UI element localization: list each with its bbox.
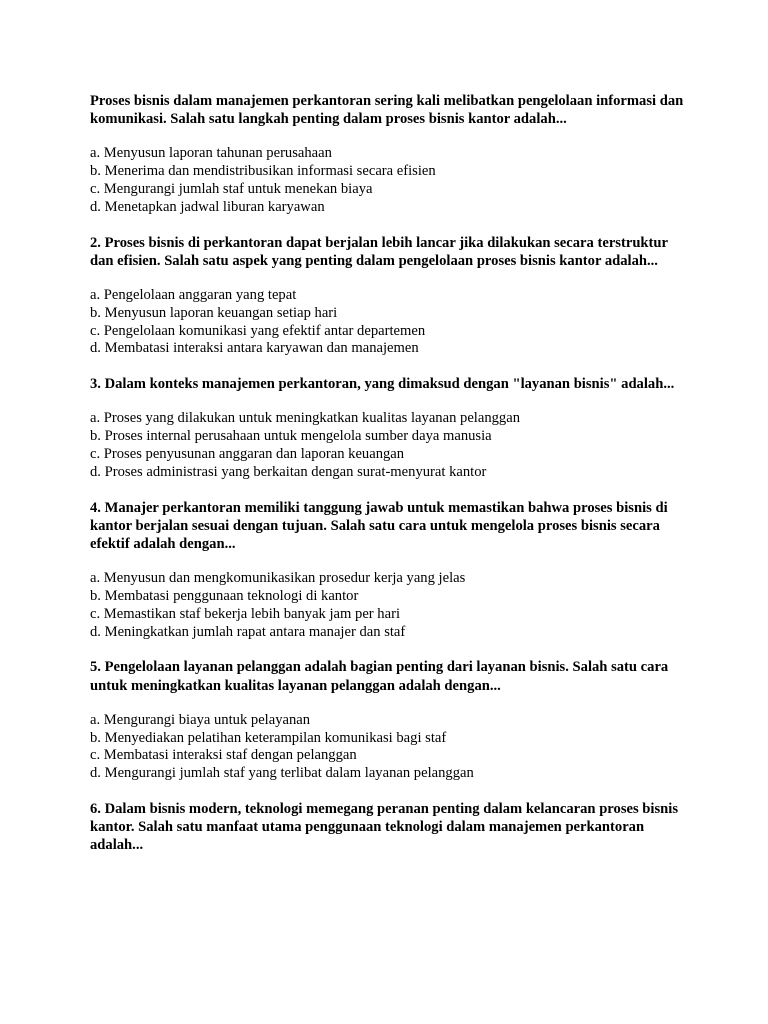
question-text: 6. Dalam bisnis modern, teknologi memegang peranan penting dalam kelancaran proses bisnis kantor. Salah satu manfaat utama penggunaan teknologi dalam manajemen perkantoran adalah... xyxy=(90,800,679,854)
answer-options xyxy=(90,712,690,783)
question-2 xyxy=(90,234,690,359)
option-c: c. Pengelolaan komunikasi yang efektif antar departemen xyxy=(90,322,426,339)
document-page xyxy=(90,92,690,872)
question-text: Proses bisnis dalam manajemen perkantoran sering kali melibatkan pengelolaan informasi dan komunikasi. Salah satu langkah penting dalam proses bisnis kantor adalah... xyxy=(90,93,684,128)
question-text: 2. Proses bisnis di perkantoran dapat berjalan lebih lancar jika dilakukan secara terstruktur dan efisien. Salah satu aspek yang penting dalam pengelolaan proses bisnis kantor adalah... xyxy=(90,234,668,269)
answer-options xyxy=(90,145,690,216)
option-b: b. Menyusun laporan keuangan setiap hari xyxy=(90,304,338,321)
option-b: b. Membatasi penggunaan teknologi di kantor xyxy=(90,587,359,604)
option-c: c. Memastikan staf bekerja lebih banyak jam per hari xyxy=(90,605,400,622)
option-c: c. Membatasi interaksi staf dengan pelanggan xyxy=(90,747,357,764)
question-1 xyxy=(90,92,690,217)
question-6 xyxy=(90,800,690,855)
option-d: d. Proses administrasi yang berkaitan dengan surat-menyurat kantor xyxy=(90,463,487,480)
option-d: d. Membatasi interaksi antara karyawan dan manajemen xyxy=(90,340,419,357)
option-a: a. Proses yang dilakukan untuk meningkatkan kualitas layanan pelanggan xyxy=(90,410,520,427)
option-c: c. Proses penyusunan anggaran dan laporan keuangan xyxy=(90,445,405,462)
option-b: b. Proses internal perusahaan untuk mengelola sumber daya manusia xyxy=(90,428,492,445)
option-b: b. Menyediakan pelatihan keterampilan komunikasi bagi staf xyxy=(90,729,447,746)
option-d: d. Mengurangi jumlah staf yang terlibat dalam layanan pelanggan xyxy=(90,765,474,782)
question-text: 5. Pengelolaan layanan pelanggan adalah bagian penting dari layanan bisnis. Salah satu cara untuk meningkatkan kualitas layanan pelanggan adalah dengan... xyxy=(90,659,669,694)
option-a: a. Pengelolaan anggaran yang tepat xyxy=(90,287,297,303)
option-b: b. Menerima dan mendistribusikan informasi secara efisien xyxy=(90,163,436,180)
question-5 xyxy=(90,658,690,783)
option-a: a. Menyusun dan mengkomunikasikan prosedur kerja yang jelas xyxy=(90,570,466,587)
question-4 xyxy=(90,499,690,642)
option-a: a. Mengurangi biaya untuk pelayanan xyxy=(90,711,311,728)
option-a: a. Menyusun laporan tahunan perusahaan xyxy=(90,145,332,162)
option-d: d. Meningkatkan jumlah rapat antara manajer dan staf xyxy=(90,623,406,640)
answer-options xyxy=(90,410,690,481)
answer-options xyxy=(90,570,690,641)
option-d: d. Menetapkan jadwal liburan karyawan xyxy=(90,198,325,215)
question-3 xyxy=(90,375,690,481)
option-c: c. Mengurangi jumlah staf untuk menekan biaya xyxy=(90,181,373,197)
answer-options xyxy=(90,287,690,358)
question-text: 4. Manajer perkantoran memiliki tanggung jawab untuk memastikan bahwa proses bisnis di kantor berjalan sesuai dengan tujuan. Salah satu cara untuk mengelola proses bisnis secara efektif adalah dengan... xyxy=(90,499,668,552)
question-text: 3. Dalam konteks manajemen perkantoran, yang dimaksud dengan "layanan bisnis" adalah... xyxy=(90,376,675,393)
